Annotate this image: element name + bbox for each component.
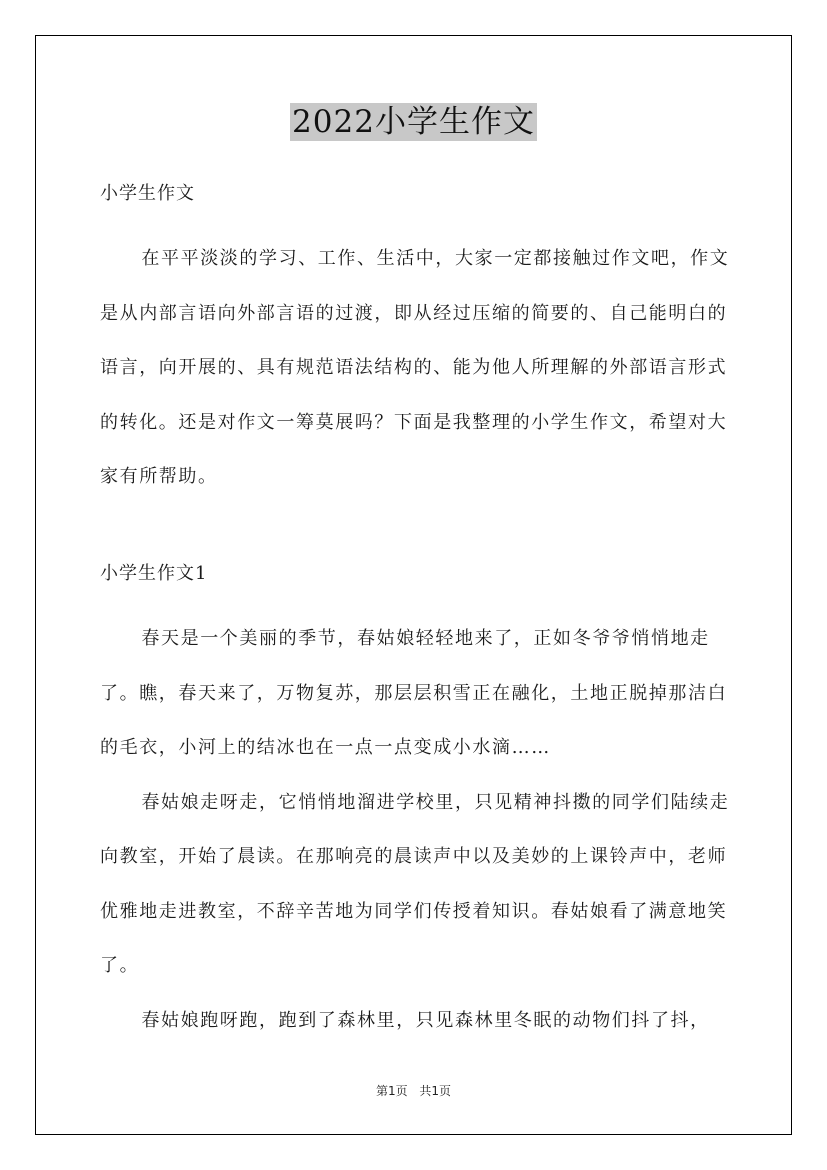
page-total: 共1页 [419, 1084, 452, 1098]
essay-paragraph-1: 春天是一个美丽的季节，春姑娘轻轻地来了，正如冬爷爷悄悄地走了。瞧，春天来了，万物复苏，那层层积雪正在融化，土地正脱掉那洁白的毛衣，小河上的结冰也在一点一点变成小水滴…… [100, 628, 728, 758]
essay-body [100, 612, 730, 1048]
document-title: 2022小学生作文 [292, 104, 535, 140]
page-footer [0, 1083, 827, 1099]
intro-paragraph [100, 232, 730, 505]
intro-text: 在平平淡淡的学习、工作、生活中，大家一定都接触过作文吧，作文是从内部言语向外部言语的过渡，即从经过压缩的简要的、自己能明白的语言，向开展的、具有规范语法结构的、能为他人所理解的外部语言形式的转化。还是对作文一筹莫展吗？下面是我整理的小学生作文，希望对大家有所帮助。 [100, 248, 730, 487]
section-title: 小学生作文1 [100, 563, 208, 584]
page-number: 第1页 [375, 1084, 408, 1098]
title-container [0, 103, 827, 141]
essay-paragraph-2: 春姑娘走呀走，它悄悄地溜进学校里，只见精神抖擞的同学们陆续走向教室，开始了晨读。在那响亮的晨读声中以及美妙的上课铃声中，老师优雅地走进教室，不辞辛苦地为同学们传授着知识。春姑娘看了满意地笑了。 [100, 791, 730, 976]
essay-paragraph-3: 春姑娘跑呀跑，跑到了森林里，只见森林里冬眠的动物们抖了抖， [141, 1009, 710, 1031]
document-subtitle: 小学生作文 [100, 183, 195, 204]
